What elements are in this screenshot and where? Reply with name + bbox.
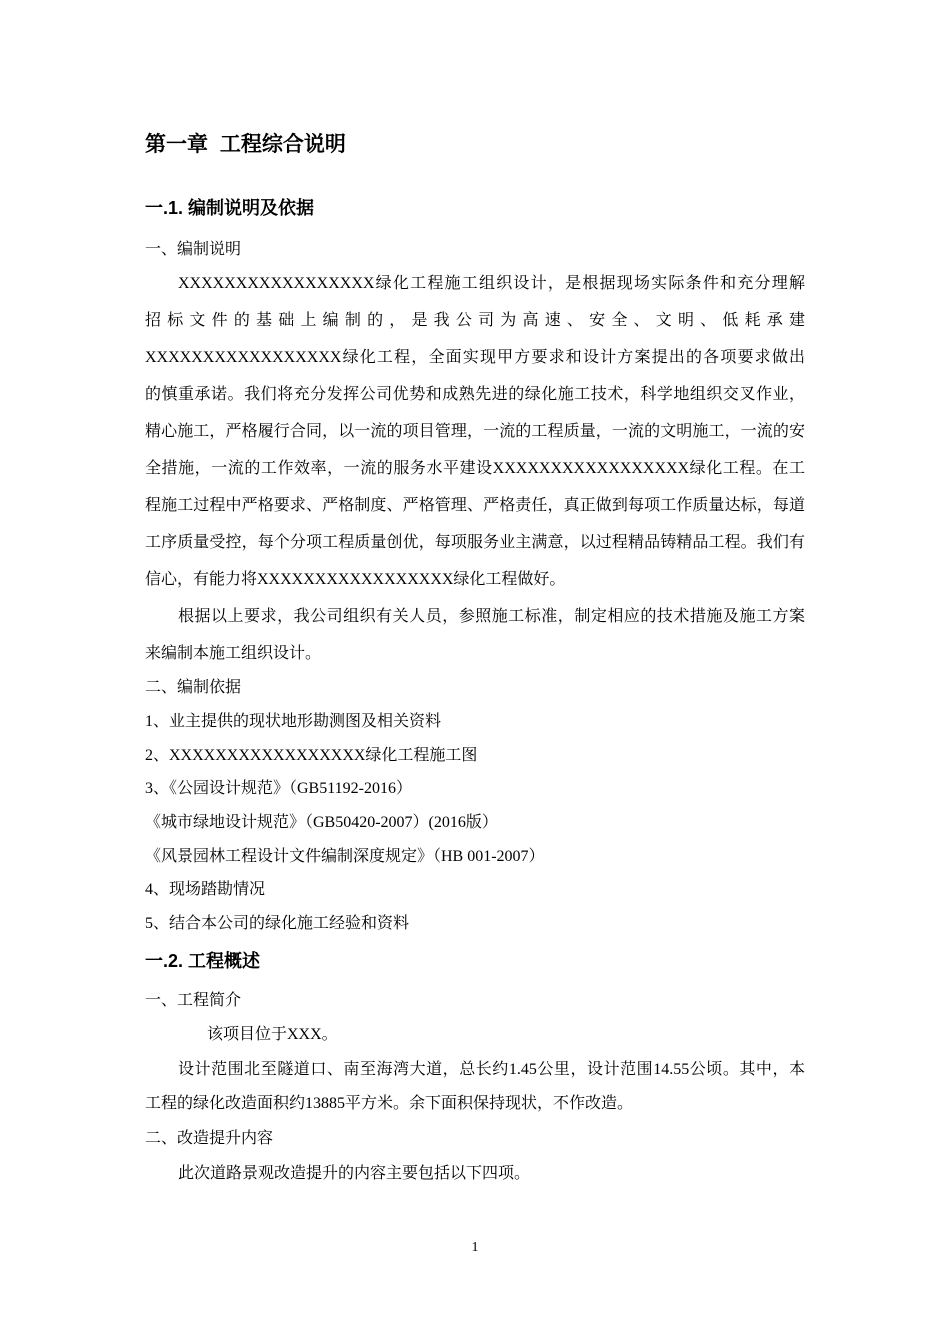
subheading-compilation-basis: 二、编制依据 — [145, 679, 242, 697]
basis-item: 5、结合本公司的绿化施工经验和资料 — [145, 914, 410, 932]
basis-item: 4、现场踏勘情况 — [145, 881, 266, 899]
paragraph-line: 招标文件的基础上编制的，是我公司为高速、安全、文明、低耗承建 — [145, 311, 805, 329]
paragraph-line: 全措施，一流的工作效率，一流的服务水平建设XXXXXXXXXXXXXXXXX绿化工程。在工 — [145, 459, 805, 477]
paragraph-line: 精心施工，严格履行合同，以一流的项目管理，一流的工程质量，一流的文明施工，一流的安 — [145, 422, 805, 440]
paragraph-line: 工序质量受控，每个分项工程质量创优，每项服务业主满意，以过程精品铸精品工程。我们有 — [145, 533, 805, 551]
subheading-compilation-notes: 一、编制说明 — [145, 241, 242, 258]
section-heading-compilation: 一.1. 编制说明及依据 — [145, 198, 315, 218]
basis-item: 2、XXXXXXXXXXXXXXXXX绿化工程施工图 — [145, 746, 478, 764]
paragraph-line: XXXXXXXXXXXXXXXXX绿化工程施工组织设计，是根据现场实际条件和充分理解 — [178, 274, 805, 292]
paragraph-line: 的慎重承诺。我们将充分发挥公司优势和成熟先进的绿化施工技术，科学地组织交叉作业， — [145, 385, 805, 403]
paragraph-line: 程施工过程中严格要求、严格制度、严格管理、严格责任，真正做到每项工作质量达标，每道 — [145, 496, 805, 514]
paragraph-line: 设计范围北至隧道口、南至海湾大道，总长约1.45公里，设计范围14.55公顷。其中，本 — [178, 1060, 805, 1078]
paragraph-line: 根据以上要求，我公司组织有关人员，参照施工标准，制定相应的技术措施及施工方案 — [178, 607, 805, 625]
subheading-upgrade-content: 二、改造提升内容 — [145, 1130, 274, 1148]
paragraph-line: 工程的绿化改造面积约13885平方米。余下面积保持现状，不作改造。 — [145, 1095, 634, 1113]
section-heading-overview: 一.2. 工程概述 — [145, 951, 261, 971]
compilation-notes-body — [145, 265, 805, 672]
chapter-title: 第一章 工程综合说明 — [145, 133, 346, 156]
basis-item: 《城市绿地设计规范》（GB50420-2007）(2016版） — [145, 813, 498, 831]
basis-item: 3、《公园设计规范》（GB51192-2016） — [145, 780, 412, 798]
paragraph-line: 信心，有能力将XXXXXXXXXXXXXXXXX绿化工程做好。 — [145, 570, 566, 588]
compilation-basis — [145, 671, 805, 941]
paragraph-line: 来编制本施工组织设计。 — [145, 644, 322, 662]
paragraph-line: XXXXXXXXXXXXXXXXX绿化工程，全面实现甲方要求和设计方案提出的各项要求做出 — [145, 348, 805, 366]
project-overview-body — [145, 984, 805, 1192]
subheading-project-intro: 一、工程简介 — [145, 991, 242, 1009]
project-location: 该项目位于XXX。 — [207, 1026, 338, 1044]
page-number: 1 — [471, 1240, 479, 1255]
basis-item: 1、业主提供的现状地形勘测图及相关资料 — [145, 712, 442, 730]
paragraph-line: 此次道路景观改造提升的内容主要包括以下四项。 — [178, 1164, 531, 1182]
basis-item: 《风景园林工程设计文件编制深度规定》（HB 001-2007） — [145, 847, 545, 865]
